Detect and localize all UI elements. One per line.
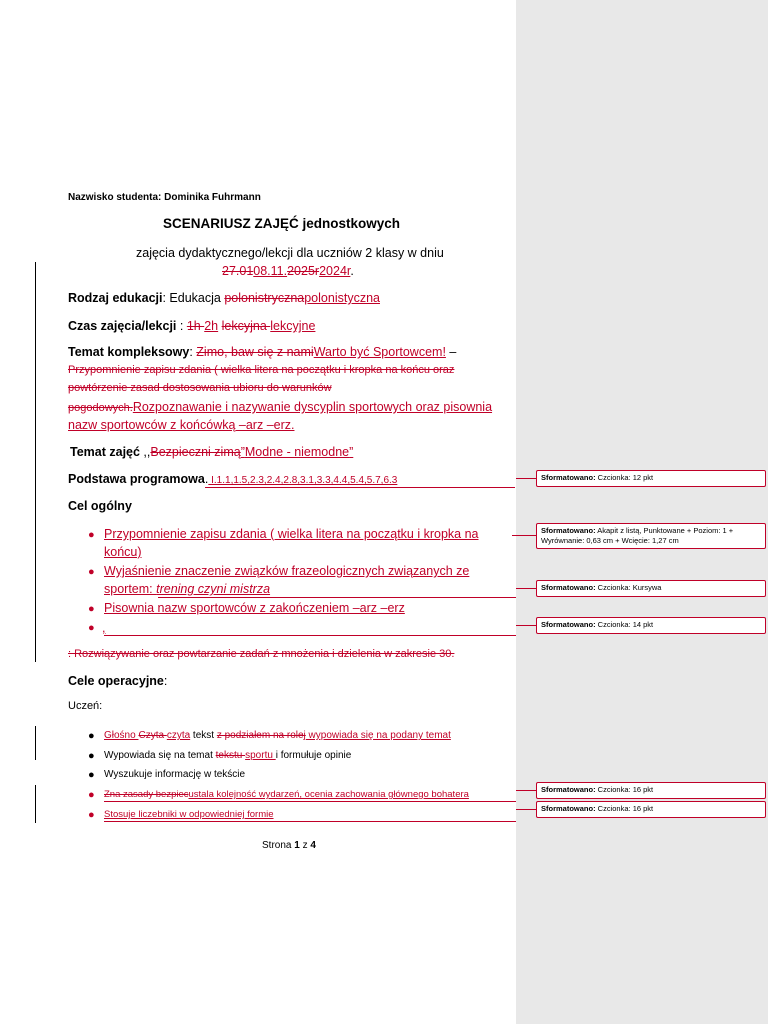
comment-text: Akapit z listą, Punktowane + Poziom: 1 + Wyrównanie: 0,63 cm + Wcięcie: 1,27 cm bbox=[541, 526, 734, 545]
curriculum-basis-inserted: I.1.1,1.5,2.3,2.4,2.8,3.1,3.3,4.4,5.4,5.7,6.3 bbox=[208, 475, 398, 486]
page-number bbox=[262, 840, 316, 851]
goal-text: Wypowiada się na temat bbox=[104, 750, 216, 761]
subtitle: zajęcia dydaktycznego/lekcji dla uczniów 2 klasy w dniu bbox=[136, 246, 444, 260]
comment-connector bbox=[104, 635, 516, 636]
format-comment[interactable] bbox=[536, 470, 766, 487]
complex-topic-inserted: Warto być Sportowcem! bbox=[313, 345, 446, 359]
lesson-duration bbox=[68, 319, 315, 333]
comment-text: Czcionka: Kursywa bbox=[595, 583, 662, 592]
complex-topic-line bbox=[68, 400, 492, 414]
education-type bbox=[68, 291, 380, 305]
complex-topic-sep: : bbox=[189, 345, 197, 359]
page-total: 4 bbox=[310, 840, 316, 851]
complex-topic bbox=[68, 345, 456, 359]
duration-unit-deleted: lekcyjna bbox=[221, 319, 271, 333]
comment-label: Sformatowano: bbox=[541, 804, 596, 813]
comment-connector bbox=[516, 588, 536, 589]
general-goal-item: Pisownia nazw sportowców z zakończeniem –arz –erz bbox=[104, 601, 405, 615]
complex-topic-deleted-line: powtórzenie zasad dostosowania ubioru do warunków bbox=[68, 382, 332, 394]
year-inserted: 2024r bbox=[319, 264, 351, 278]
education-type-sep: : Edukacja bbox=[162, 291, 225, 305]
complex-topic-dash: – bbox=[445, 345, 457, 359]
goal-inserted: ustala kolejność wydarzeń, ocenia zachowania głównego bohatera bbox=[188, 789, 469, 800]
goal-deleted: Zna zasady bezpiec bbox=[104, 789, 189, 800]
complex-topic-inserted-line: nazw sportowców z końcówką –arz –erz. bbox=[68, 418, 295, 432]
lesson-topic-quote-close: ” bbox=[349, 445, 354, 459]
general-goal-item: Wyjaśnienie znaczenie związków frazeologicznych związanych ze bbox=[104, 564, 470, 578]
goal-text: tekst bbox=[190, 730, 217, 741]
comment-label: Sformatowano: bbox=[541, 526, 596, 535]
page-title: SCENARIUSZ ZAJĘĆ jednostkowych bbox=[163, 216, 401, 231]
curriculum-basis bbox=[68, 472, 397, 486]
complex-topic-deleted-line: Przypomnienie zapisu zdania ( wielka litera na początku i kropka na końcu oraz bbox=[68, 364, 455, 376]
goal-deleted: tekstu bbox=[215, 750, 246, 761]
lesson-date bbox=[222, 264, 354, 278]
goal-idiom: trening czyni mistrza bbox=[156, 582, 271, 596]
comment-connector bbox=[516, 809, 536, 810]
date-deleted: 27.01 bbox=[222, 264, 254, 278]
curriculum-basis-label: Podstawa programowa bbox=[68, 472, 205, 486]
general-goal-heading: Cel ogólny bbox=[68, 499, 132, 513]
operational-goals-label: Cele operacyjne bbox=[68, 674, 164, 688]
duration-label: Czas zajęcia/lekcji bbox=[68, 319, 177, 333]
general-goal-item: , bbox=[102, 621, 106, 635]
page-number-text: Strona bbox=[262, 840, 295, 851]
comment-label: Sformatowano: bbox=[541, 620, 596, 629]
education-type-inserted: polonistyczna bbox=[304, 291, 380, 305]
change-bar bbox=[35, 785, 36, 823]
lesson-topic-quote-open: ,, bbox=[139, 445, 151, 459]
comment-text: Czcionka: 12 pkt bbox=[595, 473, 654, 482]
bullet-icon: ● bbox=[88, 730, 95, 742]
comment-text: Czcionka: 16 pkt bbox=[595, 785, 654, 794]
comment-connector bbox=[158, 597, 516, 598]
date-inserted: 08.11. bbox=[253, 264, 288, 278]
general-goal-item-cont: końcu) bbox=[104, 545, 142, 559]
format-comment[interactable] bbox=[536, 523, 766, 549]
comment-text: Czcionka: 14 pkt bbox=[595, 620, 654, 629]
operational-goals-heading bbox=[68, 674, 167, 688]
goal-inserted: sportu bbox=[245, 750, 276, 761]
general-goal-item-cont bbox=[104, 582, 270, 596]
education-type-deleted: polonistryczna bbox=[224, 291, 305, 305]
general-goal-deleted: : Rozwiązywanie oraz powtarzanie zadań z mnożenia i dzielenia w zakresie 30. bbox=[68, 648, 455, 660]
markup-margin bbox=[516, 0, 768, 1024]
comment-connector bbox=[516, 625, 536, 626]
change-bar bbox=[35, 726, 36, 760]
bullet-icon: ● bbox=[88, 622, 95, 634]
goal-inserted: wypowiada się na podany temat bbox=[305, 730, 451, 741]
format-comment[interactable] bbox=[536, 580, 766, 597]
comment-label: Sformatowano: bbox=[541, 583, 596, 592]
operational-goal-item bbox=[104, 789, 469, 800]
operational-goal-item: Wyszukuje informację w tekście bbox=[104, 769, 246, 780]
comment-label: Sformatowano: bbox=[541, 785, 596, 794]
goal-deleted: Czyta bbox=[138, 730, 167, 741]
format-comment[interactable] bbox=[536, 617, 766, 634]
education-type-label: Rodzaj edukacji bbox=[68, 291, 163, 305]
page-current: 1 bbox=[294, 840, 300, 851]
goal-inserted: czyta bbox=[166, 730, 191, 741]
date-tail: . bbox=[350, 264, 354, 278]
comment-connector bbox=[104, 821, 516, 822]
change-bar bbox=[35, 262, 36, 662]
duration-deleted: 1h bbox=[186, 319, 205, 333]
duration-sep: : bbox=[176, 319, 187, 333]
complex-topic-inserted-line: Rozpoznawanie i nazywanie dyscyplin sportowych oraz pisownia bbox=[132, 400, 493, 414]
year-deleted: 2025r bbox=[287, 264, 320, 278]
goal-text: i formułuje opinie bbox=[275, 750, 352, 761]
operational-goals-colon: : bbox=[163, 674, 168, 688]
duration-unit-inserted: lekcyjne bbox=[270, 319, 316, 333]
lesson-topic-deleted: Bezpieczni zimą bbox=[150, 445, 241, 459]
lesson-topic-quote-mid: ” bbox=[240, 445, 245, 459]
goal-text: sportem: bbox=[104, 582, 157, 596]
duration-inserted: 2h bbox=[204, 319, 219, 333]
comment-connector bbox=[205, 487, 515, 488]
comment-connector bbox=[516, 790, 536, 791]
comment-connector bbox=[516, 478, 536, 479]
bullet-icon: ● bbox=[88, 750, 95, 762]
comment-connector bbox=[104, 801, 516, 802]
complex-topic-deleted: Zimo, baw się z nami bbox=[196, 345, 314, 359]
format-comment[interactable] bbox=[536, 782, 766, 799]
lesson-topic-inserted: Modne - niemodne bbox=[244, 445, 350, 459]
bullet-icon: ● bbox=[88, 809, 95, 821]
lesson-topic bbox=[70, 445, 353, 459]
bullet-icon: ● bbox=[88, 769, 95, 781]
general-goal-item: Przypomnienie zapisu zdania ( wielka litera na początku i kropka na bbox=[104, 527, 479, 541]
comment-text: Czcionka: 16 pkt bbox=[595, 804, 654, 813]
goal-inserted: Głośno bbox=[104, 730, 139, 741]
page-number-sep: z bbox=[299, 840, 311, 851]
complex-topic-label: Temat kompleksowy bbox=[68, 345, 190, 359]
goal-deleted: z podziałem na rolej bbox=[216, 730, 306, 741]
bullet-icon: ● bbox=[88, 529, 95, 541]
lesson-topic-label: Temat zajęć bbox=[70, 445, 140, 459]
comment-connector bbox=[512, 535, 536, 536]
operational-goal-item bbox=[104, 750, 351, 761]
bullet-icon: ● bbox=[88, 603, 95, 615]
student-label: Uczeń: bbox=[68, 700, 103, 712]
bullet-icon: ● bbox=[88, 789, 95, 801]
operational-goal-item bbox=[104, 730, 451, 741]
comment-label: Sformatowano: bbox=[541, 473, 596, 482]
complex-topic-deleted-line: pogodowych. bbox=[68, 402, 133, 414]
format-comment[interactable] bbox=[536, 801, 766, 818]
bullet-icon: ● bbox=[88, 566, 95, 578]
curriculum-basis-dot: . bbox=[204, 472, 209, 486]
student-name: Nazwisko studenta: Dominika Fuhrmann bbox=[68, 192, 261, 203]
operational-goal-item: Stosuje liczebniki w odpowiedniej formie bbox=[104, 809, 274, 820]
